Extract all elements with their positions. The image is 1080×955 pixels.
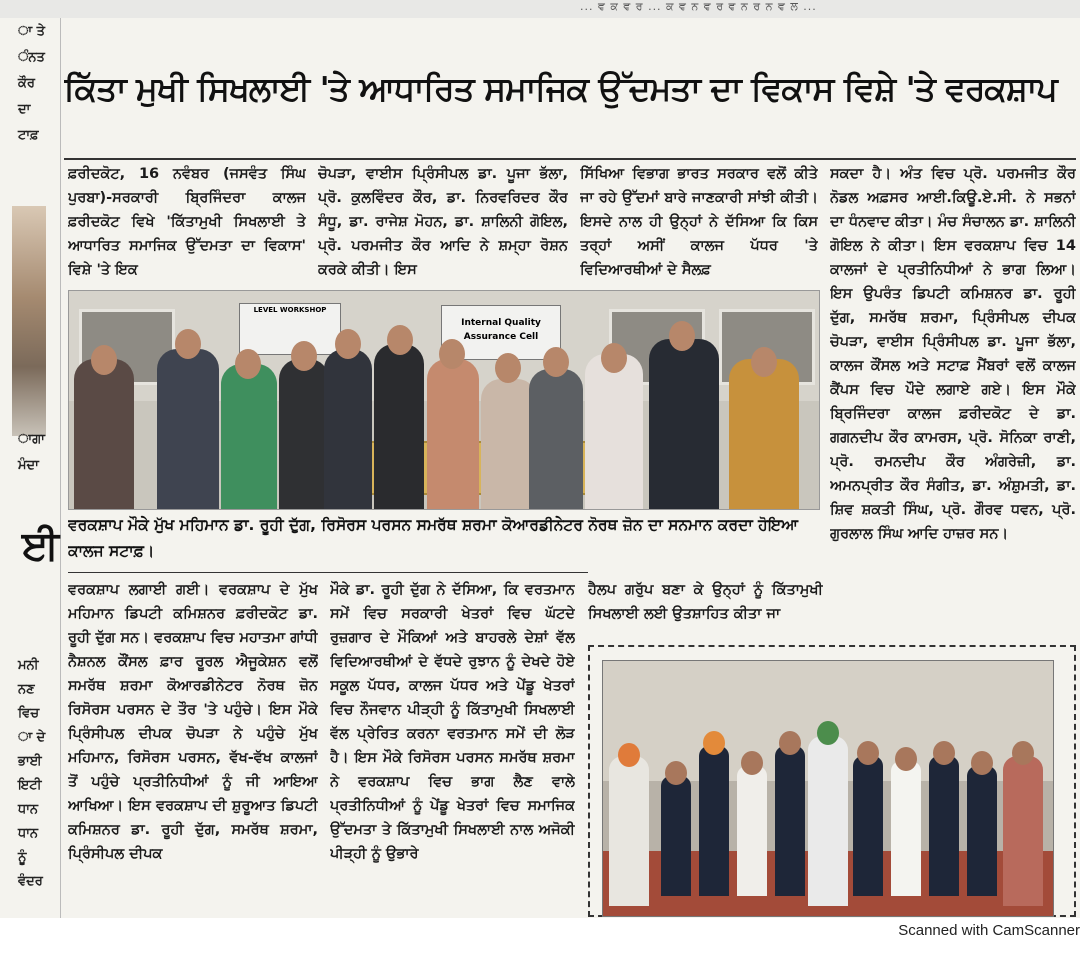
photo-banner-2: Internal Quality Assurance Cell [441, 305, 561, 360]
left-column-fragments [0, 18, 61, 918]
fragment-text: ਇਟੀ [18, 778, 42, 793]
article-column-1-bottom: ਵਰਕਸ਼ਾਪ ਲਗਾਈ ਗਈ। ਵਰਕਸ਼ਾਪ ਦੇ ਮੁੱਖ ਮਹਿਮਾਨ ਡਿਪਟੀ ਕਮਿਸ਼ਨਰ ਫ਼ਰੀਦਕੋਟ ਡਾ. ਰੂਹੀ ਦੁੱਗ ਸਨ। ਵਰਕਸ਼ਾਪ ਵਿਚ ਮਹਾਤਮਾ ਗਾਂਧੀ ਨੈਸ਼ਨਲ ਕੌਂਸਲ ਫ਼ਾਰ ਰੂਰਲ ਐਜੂਕੇਸ਼ਨ ਵਲੋਂ ਸਮਰੱਥ ਸ਼ਰਮਾ ਕੋਆਰਡੀਨੇਟਰ ਨੋਰਥ ਜ਼ੋਨ ਰਿਸੋਰਸ ਪਰਸਨ ਦੇ ਤੌਰ 'ਤੇ ਪਹੁੰਚੇ। ਇਸ ਮੌਕੇ ਪ੍ਰਿੰਸੀਪਲ ਦੀਪਕ ਚੋਪੜਾ ਨੇ ਪਹੁੰਚੇ ਮੁੱਖ ਮਹਿਮਾਨ, ਰਿਸੋਰਸ ਪਰਸਨ, ਵੱਖ-ਵੱਖ ਕਾਲਜਾਂ ਤੋਂ ਪਹੁੰਚੇ ਪ੍ਰਤੀਨਿਧੀਆਂ ਨੂੰ ਜੀ ਆਇਆ ਆਖਿਆ। ਇਸ ਵਰਕਸ਼ਾਪ ਦੀ ਸ਼ੁਰੂਆਤ ਡਿਪਟੀ ਕਮਿਸ਼ਨਰ ਡਾ. ਰੂਹੀ ਦੁੱਗ, ਸਮਰੱਥ ਸ਼ਰਮਾ, ਪ੍ਰਿੰਸੀਪਲ ਦੀਪਕ [68, 582, 318, 862]
previous-page-text: ... ਵ ਕ ਵ ਰ ... ਕ ਵ ਨ ਵ ਰ ਵ ਨ ਰ ਨ ਵ ਲ ... [580, 0, 817, 13]
fragment-text: ਨੂੰ [18, 850, 27, 865]
article-headline: ਕਿੱਤਾ ਮੁਖੀ ਸਿਖਲਾਈ 'ਤੇ ਆਧਾਰਿਤ ਸਮਾਜਿਕ ਉੱਦਮਤਾ ਦਾ ਵਿਕਾਸ ਵਿਸ਼ੇ 'ਤੇ ਵਰਕਸ਼ਾਪ [64, 69, 1057, 108]
article-column-2-top: ਚੋਪੜਾ, ਵਾਈਸ ਪ੍ਰਿੰਸੀਪਲ ਡਾ. ਪੂਜਾ ਭੱਲਾ, ਪ੍ਰੋ. ਕੁਲਵਿੰਦਰ ਕੌਰ, ਡਾ. ਨਿਰਵਰਿਦਰ ਕੌਰ ਸੰਧੂ, ਡਾ. ਰਾਜੇਸ਼ ਮੋਹਨ, ਡਾ. ਸ਼ਾਲਿਨੀ ਗੋਇਲ, ਪ੍ਰੋ. ਪਰਮਜੀਤ ਕੌਰ ਆਦਿ ਨੇ ਸ਼ਮ੍ਹਾ ਰੋਸ਼ਨ ਕਰਕੇ ਕੀਤੀ। ਇਸ [318, 166, 568, 278]
scan-top-strip [0, 0, 1080, 18]
article-column-3-bottom: ਹੈਲਪ ਗਰੁੱਪ ਬਣਾ ਕੇ ਉਨ੍ਹਾਂ ਨੂੰ ਕਿੱਤਾਮੁਖੀ ਸਿਖਲਾਈ ਲਈ ਉਤਸ਼ਾਹਿਤ ਕੀਤਾ ਜਾ [588, 582, 823, 622]
photo-banner-1: LEVEL WORKSHOP [239, 303, 341, 355]
fragment-text: ਵੰਦਰ [18, 874, 43, 889]
fragment-text: ਭਾਈ [18, 754, 42, 769]
fragment-text: ਧਾਨ [18, 802, 39, 817]
cropped-photo [12, 206, 46, 436]
photo-caption: ਵਰਕਸ਼ਾਪ ਮੌਕੇ ਮੁੱਖ ਮਹਿਮਾਨ ਡਾ. ਰੂਹੀ ਦੁੱਗ, ਰਿਸੋਰਸ ਪਰਸਨ ਸਮਰੱਥ ਸ਼ਰਮਾ ਕੋਆਰਡੀਨੇਟਰ ਨੋਰਥ ਜ਼ੋਨ ਦਾ ਸਨਮਾਨ ਕਰਦਾ ਹੋਇਆ ਕਾਲਜ ਸਟਾਫ਼। [68, 516, 799, 560]
fragment-heading: ਈ [22, 523, 60, 569]
fragment-text: ਮੰਦਾ [18, 458, 39, 473]
article-column-2-bottom: ਮੌਕੇ ਡਾ. ਰੂਹੀ ਦੁੱਗ ਨੇ ਦੱਸਿਆ, ਕਿ ਵਰਤਮਾਨ ਸਮੇਂ ਵਿਚ ਸਰਕਾਰੀ ਖੇਤਰਾਂ ਵਿਚ ਘੱਟਦੇ ਰੁਜ਼ਗਾਰ ਦੇ ਮੌਕਿਆਂ ਅਤੇ ਬਾਹਰਲੇ ਦੇਸ਼ਾਂ ਵੱਲ ਵਿਦਿਆਰਥੀਆਂ ਦੇ ਵੱਧਦੇ ਰੁਝਾਨ ਨੂੰ ਦੇਖਦੇ ਹੋਏ ਸਕੂਲ ਪੱਧਰ, ਕਾਲਜ ਪੱਧਰ ਅਤੇ ਪੇਂਡੂ ਖੇਤਰਾਂ ਵਿਚ ਨੌਜਵਾਨ ਪੀੜ੍ਹੀ ਨੂੰ ਕਿੱਤਾਮੁਖੀ ਸਿਖਲਾਈ ਵੱਲ ਪ੍ਰੇਰਿਤ ਕਰਨਾ ਵਰਤਮਾਨ ਸਮੇਂ ਦੀ ਲੋੜ ਹੈ। ਇਸ ਮੌਕੇ ਰਿਸੋਰਸ ਪਰਸਨ ਸਮਰੱਥ ਸ਼ਰਮਾ ਨੇ ਵਰਕਸ਼ਾਪ ਵਿਚ ਭਾਗ ਲੈਣ ਵਾਲੇ ਪ੍ਰਤੀਨਿਧੀਆਂ ਨੂੰ ਪੇਂਡੂ ਖੇਤਰਾਂ ਵਿਚ ਸਮਾਜਿਕ ਉੱਦਮਤਾ ਤੇ ਕਿੱਤਾਮੁਖੀ ਸਿਖਲਾਈ ਨਾਲ ਅਜੋਕੀ ਪੀੜ੍ਹੀ ਨੂੰ ਉਭਾਰੇ [330, 582, 575, 862]
fragment-text: ਧਾਨ [18, 826, 39, 841]
scanner-watermark: Scanned with CamScanner [898, 922, 1080, 939]
article-column-4: ਸਕਦਾ ਹੈ। ਅੰਤ ਵਿਚ ਪ੍ਰੋ. ਪਰਮਜੀਤ ਕੌਰ ਨੋਡਲ ਅਫ਼ਸਰ ਆਈ.ਕਿਊ.ਏ.ਸੀ. ਨੇ ਸਭਨਾਂ ਦਾ ਧੰਨਵਾਦ ਕੀਤਾ। ਮੰਚ ਸੰਚਾਲਨ ਡਾ. ਸ਼ਾਲਿਨੀ ਗੋਇਲ ਨੇ ਕੀਤਾ। ਇਸ ਵਰਕਸ਼ਾਪ ਵਿਚ 14 ਕਾਲਜਾਂ ਦੇ ਪ੍ਰਤੀਨਿਧੀਆਂ ਨੇ ਭਾਗ ਲਿਆ। ਇਸ ਉਪਰੰਤ ਡਿਪਟੀ ਕਮਿਸ਼ਨਰ ਡਾ. ਰੂਹੀ ਦੁੱਗ, ਸਮਰੱਥ ਸ਼ਰਮਾ, ਪ੍ਰਿੰਸੀਪਲ ਦੀਪਕ ਚੋਪੜਾ, ਵਾਈਸ ਪ੍ਰਿੰਸੀਪਲ ਡਾ. ਪੂਜਾ ਭੱਲਾ, ਕਾਲਜ ਕੌਂਸਲ ਅਤੇ ਸਟਾਫ਼ ਮੈਂਬਰਾਂ ਵਲੋਂ ਕਾਲਜ ਕੈਂਪਸ ਵਿਚ ਪੌਦੇ ਲਗਾਏ ਗਏ। ਇਸ ਮੌਕੇ ਬ੍ਰਿਜਿੰਦਰਾ ਕਾਲਜ ਫ਼ਰੀਦਕੋਟ ਦੇ ਡਾ. ਗਗਨਦੀਪ ਕੌਰ ਕਾਮਰਸ, ਪ੍ਰੋ. ਸੋਨਿਕਾ ਰਾਣੀ, ਪ੍ਰੋ. ਰਮਨਦੀਪ ਕੌਰ ਅੰਗਰੇਜ਼ੀ, ਡਾ. ਅਮਨਪ੍ਰੀਤ ਕੌਰ ਸੰਗੀਤ, ਡਾ. ਅੰਸ਼ੁਮਤੀ, ਡਾ. ਸ਼ਿਵ ਸ਼ਕਤੀ ਸਿੰਘ, ਪ੍ਰੋ. ਗੌਰਵ ਧਵਨ, ਪ੍ਰੋ. ਗੁਰਲਾਲ ਸਿੰਘ ਆਦਿ ਹਾਜ਼ਰ ਸਨ। [830, 166, 1076, 542]
fragment-text: ਾ ਦੇ [18, 730, 46, 745]
fragment-text: ਦਾ [18, 102, 31, 117]
headline-rule [64, 158, 1076, 160]
caption-rule [68, 572, 588, 573]
fragment-text: ਕੌਰ [18, 76, 35, 91]
workshop-group-photo [68, 290, 820, 510]
fragment-text: ੰਨਤ [18, 50, 45, 65]
fragment-text: ਟਾਫ਼ [18, 128, 39, 143]
article-column-1-top: ਫ਼ਰੀਦਕੋਟ, 16 ਨਵੰਬਰ (ਜਸਵੰਤ ਸਿੰਘ ਪੁਰਬਾ)-ਸਰਕਾਰੀ ਬ੍ਰਿਜਿੰਦਰਾ ਕਾਲਜ ਫ਼ਰੀਦਕੋਟ ਵਿਖੇ 'ਕਿੱਤਾਮੁਖੀ ਸਿਖਲਾਈ ਤੇ ਆਧਾਰਿਤ ਸਮਾਜਿਕ ਉੱਦਮਤਾ ਦਾ ਵਿਕਾਸ' ਵਿਸ਼ੇ 'ਤੇ ਇਕ [68, 166, 306, 278]
fragment-text: ਵਿਚ [18, 706, 40, 721]
fragment-text: ਾ ਤੇ [18, 24, 45, 39]
article-column-3-top: ਸਿੱਖਿਆ ਵਿਭਾਗ ਭਾਰਤ ਸਰਕਾਰ ਵਲੋਂ ਕੀਤੇ ਜਾ ਰਹੇ ਉੱਦਮਾਂ ਬਾਰੇ ਜਾਣਕਾਰੀ ਸਾਂਝੀ ਕੀਤੀ। ਇਸਦੇ ਨਾਲ ਹੀ ਉਨ੍ਹਾਂ ਨੇ ਦੱਸਿਆ ਕਿ ਕਿਸ ਤਰ੍ਹਾਂ ਅਸੀਂ ਕਾਲਜ ਪੱਧਰ 'ਤੇ ਵਿਦਿਆਰਥੀਆਂ ਦੇ ਸੈਲਫ਼ [580, 166, 818, 278]
fragment-text: ਮਨੀ [18, 658, 39, 673]
students-group-photo [602, 660, 1054, 917]
fragment-text: ਾਗਾ [18, 432, 45, 447]
fragment-text: ਨਣ [18, 682, 35, 697]
